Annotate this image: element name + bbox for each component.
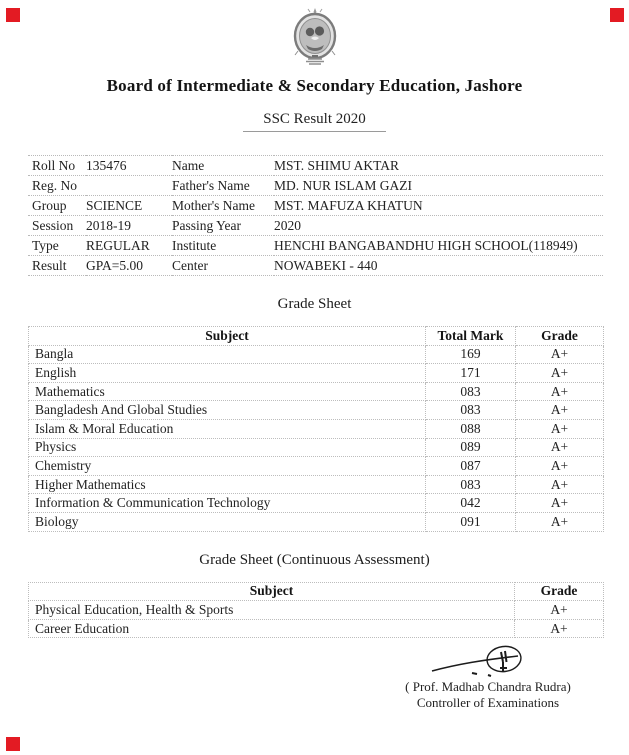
grade-cell: A+ <box>516 401 604 420</box>
column-header-subject: Subject <box>29 327 426 346</box>
info-value: 2018-19 <box>86 216 172 236</box>
table-row <box>29 475 604 494</box>
subject-cell: Bangladesh And Global Studies <box>29 401 426 420</box>
info-row <box>28 236 603 256</box>
total-mark-cell: 083 <box>426 401 516 420</box>
info-row <box>28 216 603 236</box>
total-mark-cell: 083 <box>426 382 516 401</box>
table-header-row <box>29 327 604 346</box>
subject-cell: Islam & Moral Education <box>29 419 426 438</box>
subject-cell: Physical Education, Health & Sports <box>29 601 515 620</box>
grade-cell: A+ <box>516 438 604 457</box>
table-row <box>29 494 604 513</box>
page-title: Board of Intermediate & Secondary Education, Jashore <box>106 76 523 95</box>
info-value: HENCHI BANGABANDHU HIGH SCHOOL(118949) <box>274 236 603 256</box>
corner-marker-bottom-left <box>6 737 20 751</box>
column-header-grade: Grade <box>515 582 604 601</box>
column-header-grade: Grade <box>516 327 604 346</box>
info-row <box>28 156 603 176</box>
grade-cell: A+ <box>516 382 604 401</box>
grade-cell: A+ <box>516 345 604 364</box>
table-row <box>29 512 604 531</box>
result-subtitle: SSC Result 2020 <box>243 110 386 132</box>
ca-sheet-table <box>28 582 604 639</box>
total-mark-cell: 042 <box>426 494 516 513</box>
table-row <box>29 345 604 364</box>
info-label: Institute <box>172 236 274 256</box>
candidate-info-table <box>28 155 603 276</box>
subject-cell: Bangla <box>29 345 426 364</box>
info-label: Name <box>172 156 274 176</box>
column-header-subject: Subject <box>29 582 515 601</box>
total-mark-cell: 083 <box>426 475 516 494</box>
info-value: 135476 <box>86 156 172 176</box>
table-header-row <box>29 582 604 601</box>
total-mark-cell: 171 <box>426 364 516 383</box>
signatory-name: ( Prof. Madhab Chandra Rudra) <box>405 679 571 694</box>
signature-icon <box>428 644 548 678</box>
info-label: Roll No <box>28 156 86 176</box>
info-value: REGULAR <box>86 236 172 256</box>
subject-cell: Physics <box>29 438 426 457</box>
column-header-total-mark: Total Mark <box>426 327 516 346</box>
table-row <box>29 619 604 638</box>
subject-cell: Mathematics <box>29 382 426 401</box>
grade-cell: A+ <box>515 619 604 638</box>
subject-cell: Higher Mathematics <box>29 475 426 494</box>
ca-sheet-heading: Grade Sheet (Continuous Assessment) <box>199 551 430 568</box>
table-row <box>29 382 604 401</box>
subject-cell: Career Education <box>29 619 515 638</box>
table-row <box>29 364 604 383</box>
grade-cell: A+ <box>516 419 604 438</box>
table-row <box>29 601 604 620</box>
total-mark-cell: 089 <box>426 438 516 457</box>
signatory-title: Controller of Examinations <box>416 695 560 710</box>
info-row <box>28 196 603 216</box>
info-value: SCIENCE <box>86 196 172 216</box>
grade-cell: A+ <box>516 512 604 531</box>
subject-cell: Information & Communication Technology <box>29 494 426 513</box>
total-mark-cell: 169 <box>426 345 516 364</box>
info-value: NOWABEKI - 440 <box>274 256 603 276</box>
table-row <box>29 419 604 438</box>
grade-cell: A+ <box>516 364 604 383</box>
info-row <box>28 176 603 196</box>
board-seal-icon <box>288 7 342 65</box>
corner-marker-top-left <box>6 8 20 22</box>
info-value: GPA=5.00 <box>86 256 172 276</box>
grade-sheet-heading: Grade Sheet <box>277 296 352 312</box>
info-value: 2020 <box>274 216 603 236</box>
subject-cell: Biology <box>29 512 426 531</box>
table-row <box>29 401 604 420</box>
table-row <box>29 438 604 457</box>
info-label: Center <box>172 256 274 276</box>
table-row <box>29 457 604 476</box>
corner-marker-top-right <box>610 8 624 22</box>
grade-sheet-table <box>28 326 604 532</box>
info-value: MD. NUR ISLAM GAZI <box>274 176 603 196</box>
total-mark-cell: 087 <box>426 457 516 476</box>
info-label: Mother's Name <box>172 196 274 216</box>
total-mark-cell: 088 <box>426 419 516 438</box>
grade-cell: A+ <box>515 601 604 620</box>
info-value: MST. SHIMU AKTAR <box>274 156 603 176</box>
info-row <box>28 256 603 276</box>
grade-cell: A+ <box>516 494 604 513</box>
info-label: Session <box>28 216 86 236</box>
info-label: Reg. No <box>28 176 86 196</box>
info-value <box>86 176 172 196</box>
subject-cell: English <box>29 364 426 383</box>
grade-cell: A+ <box>516 457 604 476</box>
info-label: Father's Name <box>172 176 274 196</box>
info-label: Group <box>28 196 86 216</box>
logo-container <box>0 0 629 65</box>
total-mark-cell: 091 <box>426 512 516 531</box>
signature-block <box>357 644 619 711</box>
info-label: Result <box>28 256 86 276</box>
info-label: Type <box>28 236 86 256</box>
subject-cell: Chemistry <box>29 457 426 476</box>
info-value: MST. MAFUZA KHATUN <box>274 196 603 216</box>
grade-cell: A+ <box>516 475 604 494</box>
info-label: Passing Year <box>172 216 274 236</box>
